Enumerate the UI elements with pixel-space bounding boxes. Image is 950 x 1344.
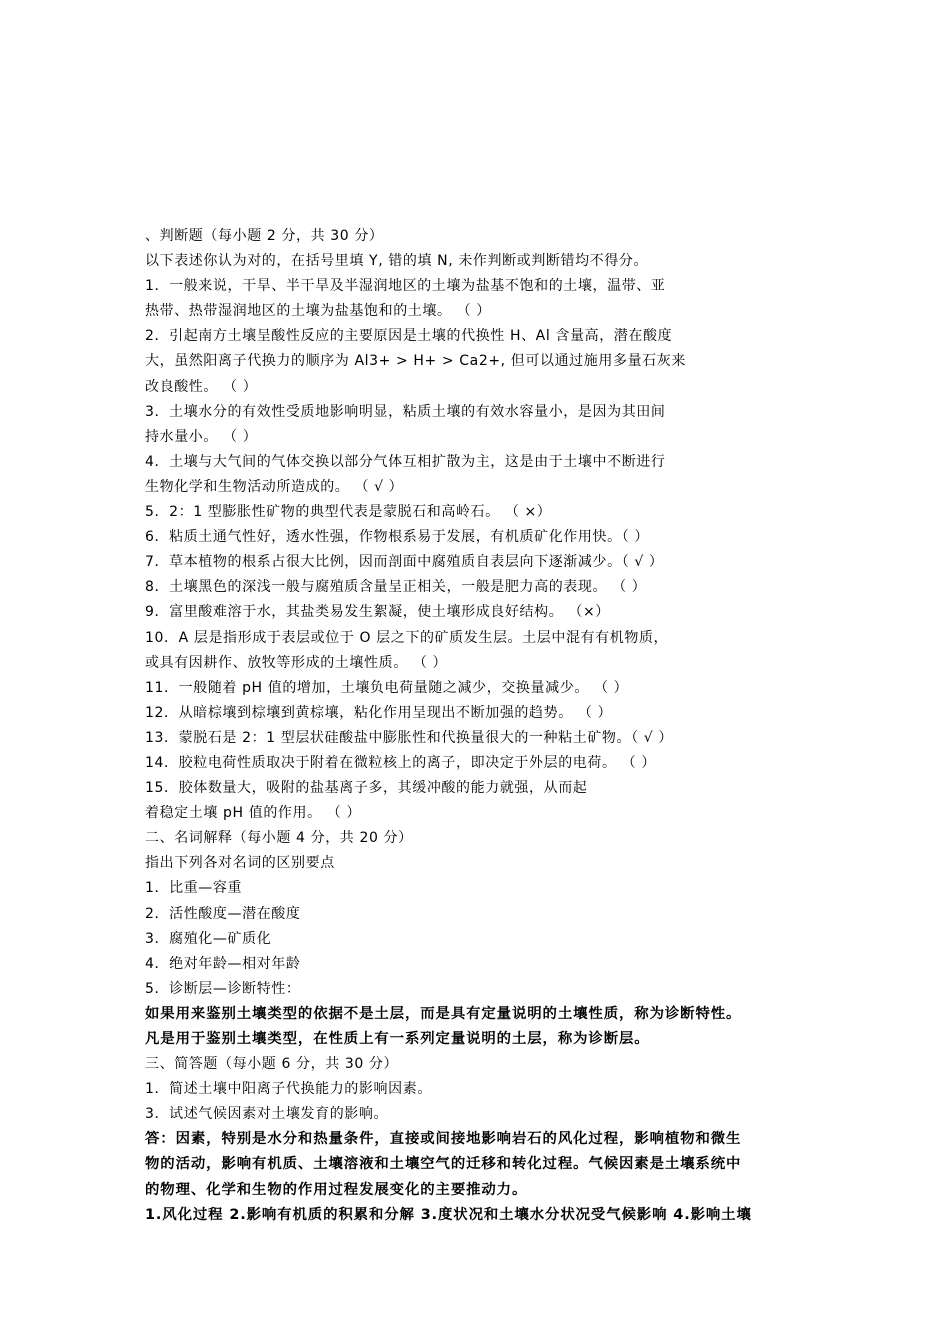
text-line: 持水量小。 （ ） <box>145 428 258 445</box>
text-line: 二、名词解释（每小题 4 分，共 20 分） <box>145 830 413 847</box>
text-line: 3．试述气候因素对土壤发育的影响。 <box>145 1106 389 1123</box>
text-line: 4．土壤与大气间的气体交换以部分气体互相扩散为主，这是由于土壤中不断进行 <box>145 453 666 470</box>
answer-text-line: 1.风化过程 2.影响有机质的积累和分解 3.度状况和土壤水分状况受气候影响 4.影响土壤 <box>145 1206 752 1223</box>
text-line: 14．胶粒电荷性质取决于附着在微粒核上的离子，即决定于外层的电荷。 （ ） <box>145 754 656 771</box>
text-line: 或具有因耕作、放牧等形成的土壤性质。 （ ） <box>145 654 448 671</box>
text-line: 9．富里酸难溶于水，其盐类易发生絮凝，使土壤形成良好结构。 （×） <box>145 604 610 621</box>
text-line: 13．蒙脱石是 2：1 型层状硅酸盐中膨胀性和代换量很大的一种粘土矿物。（ √ ） <box>145 729 673 746</box>
text-line: 生物化学和生物活动所造成的。 （ √ ） <box>145 478 404 495</box>
text-line: 7．草本植物的根系占很大比例，因而剖面中腐殖质自表层向下逐渐减少。（ √ ） <box>145 554 664 571</box>
text-line: 2．引起南方土壤呈酸性反应的主要原因是土壤的代换性 H、Al 含量高，潜在酸度 <box>145 328 673 345</box>
text-line: 6．粘质土通气性好，透水性强，作物根系易于发展，有机质矿化作用快。（ ） <box>145 529 649 546</box>
answer-text-line: 凡是用于鉴别土壤类型，在性质上有一系列定量说明的土层，称为诊断层。 <box>145 1031 650 1047</box>
text-line: 8．土壤黑色的深浅一般与腐殖质含量呈正相关，一般是肥力高的表现。 （ ） <box>145 579 647 596</box>
text-line: 1．简述土壤中阳离子代换能力的影响因素。 <box>145 1081 432 1098</box>
text-line: 4．绝对年龄—相对年龄 <box>145 955 301 972</box>
text-line: 大，虽然阳离子代换力的顺序为 Al3+ > H+ > Ca2+, 但可以通过施用多量石灰来 <box>145 353 686 370</box>
text-line: 2．活性酸度—潜在酸度 <box>145 905 301 922</box>
text-line: 改良酸性。 （ ） <box>145 378 258 395</box>
text-line: 5．诊断层—诊断特性： <box>145 980 301 997</box>
answer-text-line: 如果用来鉴别土壤类型的依据不是土层，而是具有定量说明的土壤性质，称为诊断特性。 <box>145 1005 742 1022</box>
text-line: 3．土壤水分的有效性受质地影响明显，粘质土壤的有效水容量小，是因为其田间 <box>145 403 666 420</box>
text-line: 指出下列各对名词的区别要点 <box>145 855 335 872</box>
answer-text-line: 物的活动，影响有机质、土壤溶液和土壤空气的迁移和转化过程。气候因素是土壤系统中 <box>145 1156 742 1173</box>
text-line: 以下表述你认为对的，在括号里填 Y, 错的填 N, 未作判断或判断错均不得分。 <box>145 253 649 270</box>
answer-text-line: 的物理、化学和生物的作用过程发展变化的主要推动力。 <box>145 1181 528 1198</box>
text-line: 3．腐殖化—矿质化 <box>145 930 272 947</box>
text-line: 三、简答题（每小题 6 分，共 30 分） <box>145 1056 399 1073</box>
answer-text-line: 答：因素，特别是水分和热量条件，直接或间接地影响岩石的风化过程，影响植物和微生 <box>145 1131 742 1148</box>
text-line: 10．A 层是指形成于表层或位于 O 层之下的矿质发生层。土层中混有有机物质， <box>145 629 669 646</box>
text-line: 12．从暗棕壤到棕壤到黄棕壤，粘化作用呈现出不断加强的趋势。 （ ） <box>145 704 613 721</box>
text-line: 热带、热带湿润地区的土壤为盐基饱和的土壤。 （ ） <box>145 303 491 320</box>
text-line: 1．比重—容重 <box>145 880 243 897</box>
text-line: 15．胶体数量大，吸附的盐基离子多，其缓冲酸的能力就强，从而起 <box>145 780 588 797</box>
text-line: 、判断题（每小题 2 分，共 30 分） <box>145 228 384 244</box>
text-line: 着稳定土壤 pH 值的作用。 （ ） <box>145 805 362 822</box>
text-line: 5．2：1 型膨胀性矿物的典型代表是蒙脱石和高岭石。 （ ×） <box>145 504 552 521</box>
text-line: 1．一般来说，干旱、半干旱及半湿润地区的土壤为盐基不饱和的土壤，温带、亚 <box>145 278 666 295</box>
text-line: 11．一般随着 pH 值的增加，土壤负电荷量随之减少，交换量减少。 （ ） <box>145 679 629 696</box>
document-body <box>145 224 815 1228</box>
